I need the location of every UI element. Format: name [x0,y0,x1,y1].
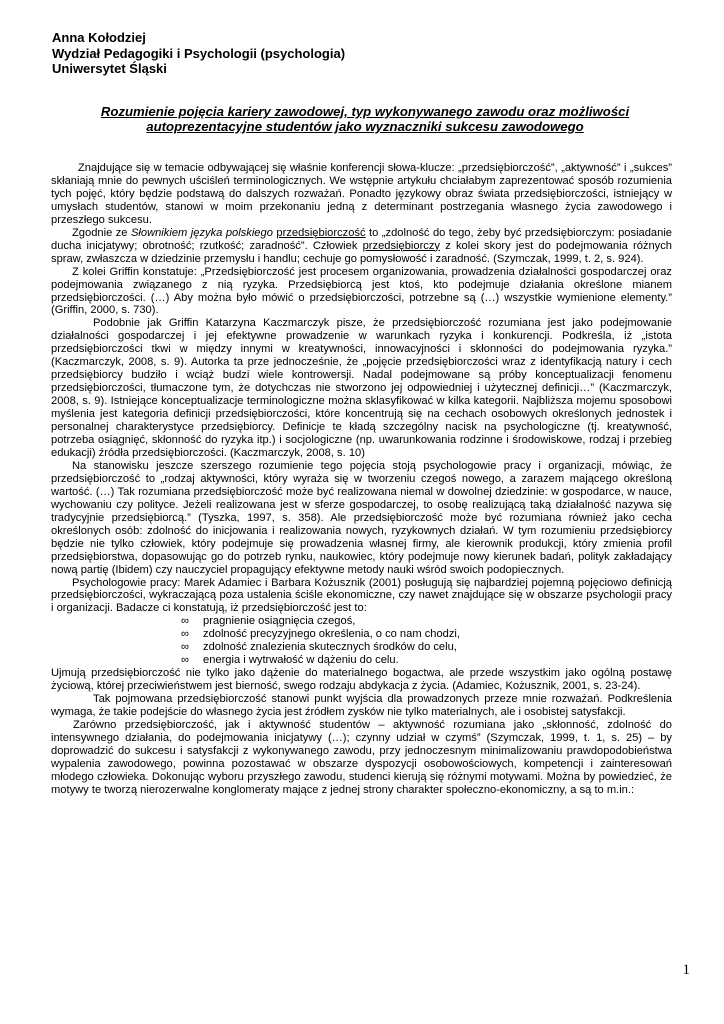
infinity-bullet-icon: ∞ [181,628,189,641]
list-item [181,641,672,654]
infinity-bullet-icon: ∞ [181,654,189,667]
list-item-text: energia i wytrwałość w dążeniu do celu. [203,654,399,667]
term-przedsiebiorczosc: przedsiębiorczość [276,226,366,239]
paragraph-8: Tak pojmowana przedsiębiorczość stanowi punkt wyjścia dla prowadzonych przeze mnie rozważań. Podkreślenia wymaga, że takie podejście do własnego życia jest źródłem zysków nie tylko materialnych, ale i osobistej satysfakcji. [51,693,672,719]
bullet-list [51,615,672,667]
paragraph-9: Zarówno przedsiębiorczość, jak i aktywność studentów – aktywność rozumiana jako „skłonność, zdolność do intensywnego działania, do podejmowania inicjatywy (…); czynny udział w czymś” (Szymczak, 1999, t. 1, s. 25) – by doprowadzić do sukcesu i satysfakcji z wykonywanego zawodu, przy jednoczesnym minimalizowaniu prawdopodobieństwa wypalenia zawodowego, powinna pozostawać w obszarze dyspozycji osobowościowych, kompetencji i zainteresowań młodego człowieka. Dokonując wyboru przyszłego zawodu, studenci kierują się różnymi motywami. Można by powiedzieć, że motywy te tworzą nierozerwalne konglomeraty mające z jednej strony charakter społeczno-ekonomiczny, a są to m.in.: [51,718,672,796]
page-number: 1 [682,962,690,978]
department-name: Wydział Pedagogiki i Psychologii (psychologia) [52,45,346,61]
list-item-text: pragnienie osiągnięcia czegoś, [203,615,356,628]
paragraph-6: Psychologowie pracy: Marek Adamiec i Barbara Kożusznik (2001) posługują się najbardziej pojemną pojęciowo definicją przedsiębiorczości, wykraczającą poza ustalenia ściśle ekonomiczne, czy nawet znajdujące się w obszarze psychologii pracy i organizacji. Badacze ci konstatują, iż przedsiębiorczość jest to: [51,576,672,615]
author-name: Anna Kołodziej [52,30,146,45]
paragraph-7: Ujmują przedsiębiorczość nie tylko jako dążenie do materialnego bogactwa, ale przede wszystkim jako ogólną postawę życiową, której przeciwieństwem jest bierność, swego rodzaju abdykacja z życia. (Adamiec, Kożusznik, 2001, s. 23-24). [51,667,672,693]
paragraph-3: Z kolei Griffin konstatuje: „Przedsiębiorczość jest procesem organizowania, prowadzenia działalności gospodarczej oraz podejmowania związanego z nią ryzyka. Przedsiębiorcą jest ktoś, kto podejmuje działania określone mianem przedsiębiorczości. (…) Aby można było mówić o przedsiębiorczości, potrzebne są (…) wszystkie wymienione elementy.” (Griffin, 2000, s. 730). [51,265,672,317]
infinity-bullet-icon: ∞ [181,615,189,628]
paragraph-1: Znajdujące się w temacie odbywającej się właśnie konferencji słowa-klucze: „przedsiębiorczość”, „aktywność” i „sukces” skłaniają mnie do pewnych uściśleń terminologicznych. We wstępnie artykułu chciałabym zaprezentować sposób rozumienia tych pojęć, który będzie podstawą do dalszych rozważań. Ponadto językowy obraz świata przedsiębiorczości, istniejący w umysłach studentów, stanowi w moim przekonaniu jedną z determinant postrzegania własnego życia zawodowego i przeszłego sukcesu. [51,162,672,226]
paragraph-5: Na stanowisku jeszcze szerszego rozumienie tego pojęcia stoją psychologowie pracy i organizacji, mówiąc, że przedsiębiorczość to „rodzaj aktywności, który wyraża się w tworzeniu czegoś nowego, a zarazem mającego określoną wartość. (…) Tak rozumiana przedsiębiorczość może być realizowana niemal w dowolnej dziedzinie: w gospodarce, w nauce, wychowaniu czy polityce. Jeżeli realizowana jest w sferze gospodarczej, to osobę realizującą taką działalność nazywa się tradycyjnie przedsiębiorcą.” (Tyszka, 1997, s. 358). Ale przedsiębiorczość może być rozumiana również jako cecha określonych osób: zdolność do inicjowania i realizowania nowych, ryzykownych działań. W tym rozumieniu przedsiębiorcy będzie nie tylko człowiek, który podejmuje się prowadzenia własnej firmy, ale kierownik produkcji, który zmienia profil przedsiębiorstwa, dopasowując go do potrzeb rynku, naukowiec, który podejmuje nowy kierunek badań, polityk zakładający nową partię (Ibidem) czy nauczyciel propagujący efektywne metody nauki wśród swoich podopiecznych. [51,459,672,576]
title-line-2: autoprezentacyjne studentów jako wyznaczniki sukcesu zawodowego [146,119,584,134]
paragraph-4: Podobnie jak Griffin Katarzyna Kaczmarczyk pisze, że przedsiębiorczość rozumiana jest jako podejmowanie działalności gospodarczej i jej efektywne prowadzenie w warunkach ryzyka i konkurencji. Podkreśla, iż „istota przedsiębiorczości tkwi w między innymi w kreatywności, innowacyjności i skłonności do podejmowania ryzyka.” (Kaczmarczyk, 2008, s. 9). Autorka ta prze jednocześnie, że „pojęcie przedsiębiorczości wraz z identyfikacją natury i cech przedsiębiorcy budziło i wciąż budzi wiele kontrowersji. Nadal podejmowane są próby konceptualizacji fenomenu przedsiębiorczości, tłumaczone tym, że dotychczas nie stworzono jej odpowiedniej i użytecznej definicji…” (Kaczmarczyk, 2008, s. 9). Istniejące konceptualizacje terminologiczne można sklasyfikować w kilka kategorii. Najbliższa mojemu sposobowi myślenia jest kategoria definicji przedsiębiorczości, które koncentrują się na cechach osobowych określonych jednostek i personalnej charakterystyce przedsiębiorcy. Definicje te kładą szczególny nacisk na psychologiczne (tj. kreatywność, potrzeba osiągnięć, skłonność do ryzyka itp.) i socjologiczne (np. uwarunkowania rodzinne i środowiskowe, rodzaj i przebieg edukacji) źródła przedsiębiorczości. (Kaczmarczyk, 2008, s. 10) [51,317,672,459]
dictionary-title: Słownikiem języka polskiego [130,226,273,239]
list-item-text: zdolność znalezienia skutecznych środków do celu, [203,641,457,654]
list-item [181,654,672,667]
term-przedsiebiorczy: przedsiębiorczy [362,239,441,252]
title-line-1: Rozumienie pojęcia kariery zawodowej, typ wykonywanego zawodu oraz możliwości [100,104,630,119]
paragraph-2-text-c: to „zdolność do tego, żeby być przedsiębiorczym: posiadanie ducha inicjatywy; obrotność; rzutkość; zaradność”. Człowiek [51,226,672,252]
list-item [181,615,672,628]
infinity-bullet-icon: ∞ [181,641,189,654]
university-name: Uniwersytet Śląski [52,61,167,76]
article-body [51,162,672,797]
paragraph-2-text-d: z kolei skory jest do podejmowania różnych spraw, zwłaszcza w dziedzinie przemysłu i handlu; cechuje go pomysłowość i zaradność. (Szymczak, 1999, t. 2, s. 924). [51,239,672,265]
article-title [58,104,672,134]
author-header [52,30,345,77]
list-item [181,628,672,641]
paragraph-2 [51,227,672,266]
paragraph-2-text-a: Zgodnie ze [72,226,131,239]
list-item-text: zdolność precyzyjnego określenia, o co nam chodzi, [203,628,460,641]
